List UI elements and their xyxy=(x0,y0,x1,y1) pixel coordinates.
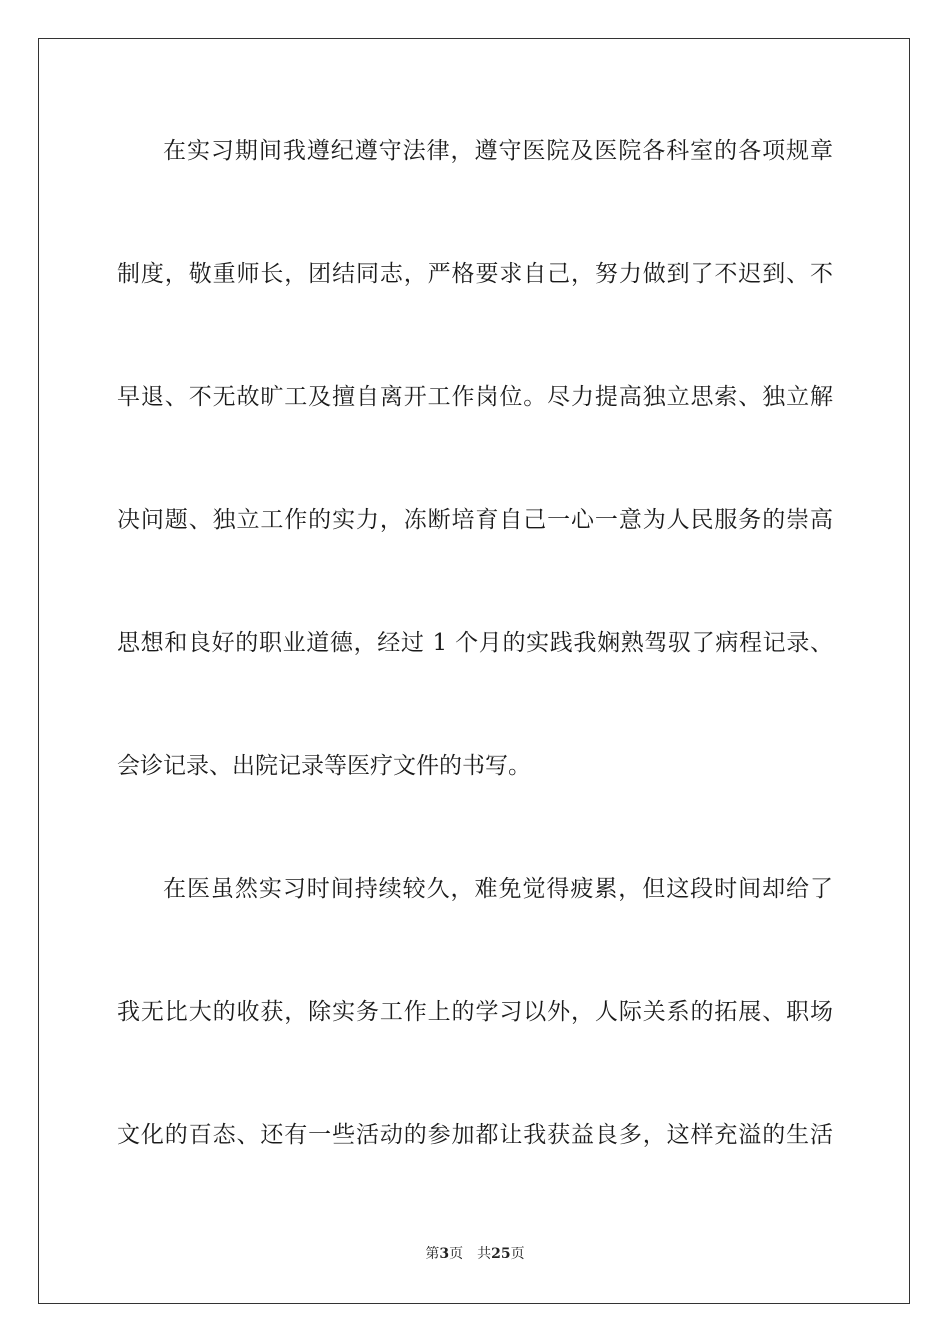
page-footer xyxy=(0,1245,950,1263)
paragraph-1-line-6: 会诊记录、出院记录等医疗文件的书写。 xyxy=(117,753,531,779)
footer-total-number: 25 xyxy=(491,1246,511,1262)
footer-page-number: 3 xyxy=(439,1246,450,1262)
paragraph-1-line-3: 早退、不无故旷工及擅自离开工作岗位。尽力提高独立思索、独立解 xyxy=(117,384,833,410)
footer-page-prefix: 第 xyxy=(425,1246,440,1262)
paragraph-2-line-2: 我无比大的收获，除实务工作上的学习以外，人际关系的拓展、职场 xyxy=(117,999,833,1025)
footer-total-prefix: 共 xyxy=(477,1246,492,1262)
page-border xyxy=(38,38,910,1304)
paragraph-1-line-4: 决问题、独立工作的实力，冻断培育自己一心一意为人民服务的崇高 xyxy=(117,507,833,533)
paragraph-1-line-2: 制度，敬重师长，团结同志，严格要求自己，努力做到了不迟到、不 xyxy=(117,261,833,287)
paragraph-2-line-1: 在医虽然实习时间持续较久，难免觉得疲累，但这段时间却给了 xyxy=(163,876,833,902)
paragraph-2-line-3: 文化的百态、还有一些活动的参加都让我获益良多，这样充溢的生活 xyxy=(117,1122,833,1148)
paragraph-1-line-5: 思想和良好的职业道德，经过 1 个月的实践我娴熟驾驭了病程记录、 xyxy=(117,630,833,656)
footer-total-suffix: 页 xyxy=(510,1246,525,1262)
footer-page-suffix: 页 xyxy=(449,1246,464,1262)
paragraph-1-line-1: 在实习期间我遵纪遵守法律，遵守医院及医院各科室的各项规章 xyxy=(163,138,833,164)
